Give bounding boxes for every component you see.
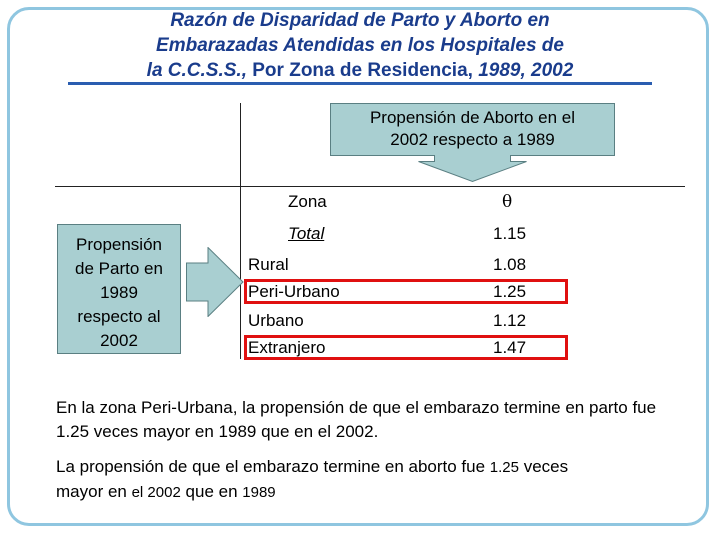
row-theta-periurbano: 1.25 (493, 282, 527, 301)
row-theta-total: 1.15 (493, 224, 527, 243)
header-theta: θ (502, 192, 513, 212)
note-aborto-text-c: mayor en (56, 482, 132, 501)
arrow-right-icon (186, 247, 244, 317)
highlight-extranjero (244, 335, 568, 360)
header-zona: Zona (288, 192, 327, 211)
callout-left-line-2: de Parto en (75, 259, 163, 278)
note-aborto (56, 455, 686, 505)
table-vertical-divider (240, 103, 241, 359)
title-zone: Por Zona de Residencia, (246, 60, 473, 81)
callout-left-line-1: Propensión (75, 235, 162, 254)
title-years: 1989, 2002 (472, 60, 574, 81)
title-line-2: Embarazadas Atendidas en los Hospitales de (156, 35, 564, 56)
highlight-periurbano (244, 279, 568, 304)
note-aborto-year-1989: 1989 (242, 484, 276, 501)
row-zona-total: Total (288, 224, 325, 243)
row-theta-rural: 1.08 (493, 255, 527, 274)
title-line-1: Razón de Disparidad de Parto y Aborto en (170, 10, 550, 31)
callout-top (330, 107, 615, 151)
note-aborto-year-2002: el 2002 (131, 484, 181, 501)
row-zona-periurbano: Peri-Urbano (248, 282, 340, 301)
note-aborto-text-a: La propensión de que el embarazo termine en aborto fue (56, 457, 490, 476)
row-zona-urbano: Urbano (248, 311, 304, 330)
row-zona-extranjero: Extranjero (248, 338, 326, 357)
callout-left-line-5: 2002 (100, 331, 138, 350)
callout-left-line-3: 1989 (100, 283, 138, 302)
callout-left-line-4: respecto al (77, 307, 161, 326)
title-line-3 (90, 60, 630, 82)
row-theta-urbano: 1.12 (493, 311, 527, 330)
callout-top-line-1: Propensión de Aborto en el (369, 108, 576, 127)
title-org: la C.C.S.S., (146, 60, 247, 81)
note-aborto-number: 1.25 (489, 459, 519, 476)
note-aborto-text-b: veces (519, 457, 569, 476)
row-zona-rural: Rural (248, 255, 289, 274)
title-underline (68, 82, 652, 85)
callout-left (57, 224, 181, 354)
note-aborto-text-d: que en (180, 482, 243, 501)
callout-top-line-2: 2002 respecto a 1989 (390, 130, 555, 149)
table-header-rule (55, 186, 685, 187)
row-theta-extranjero: 1.47 (493, 338, 527, 357)
note-periurbana: En la zona Peri-Urbana, la propensión de que el embarazo termine en parto fue 1.25 veces mayor en 1989 que en el 2002. (56, 398, 657, 441)
